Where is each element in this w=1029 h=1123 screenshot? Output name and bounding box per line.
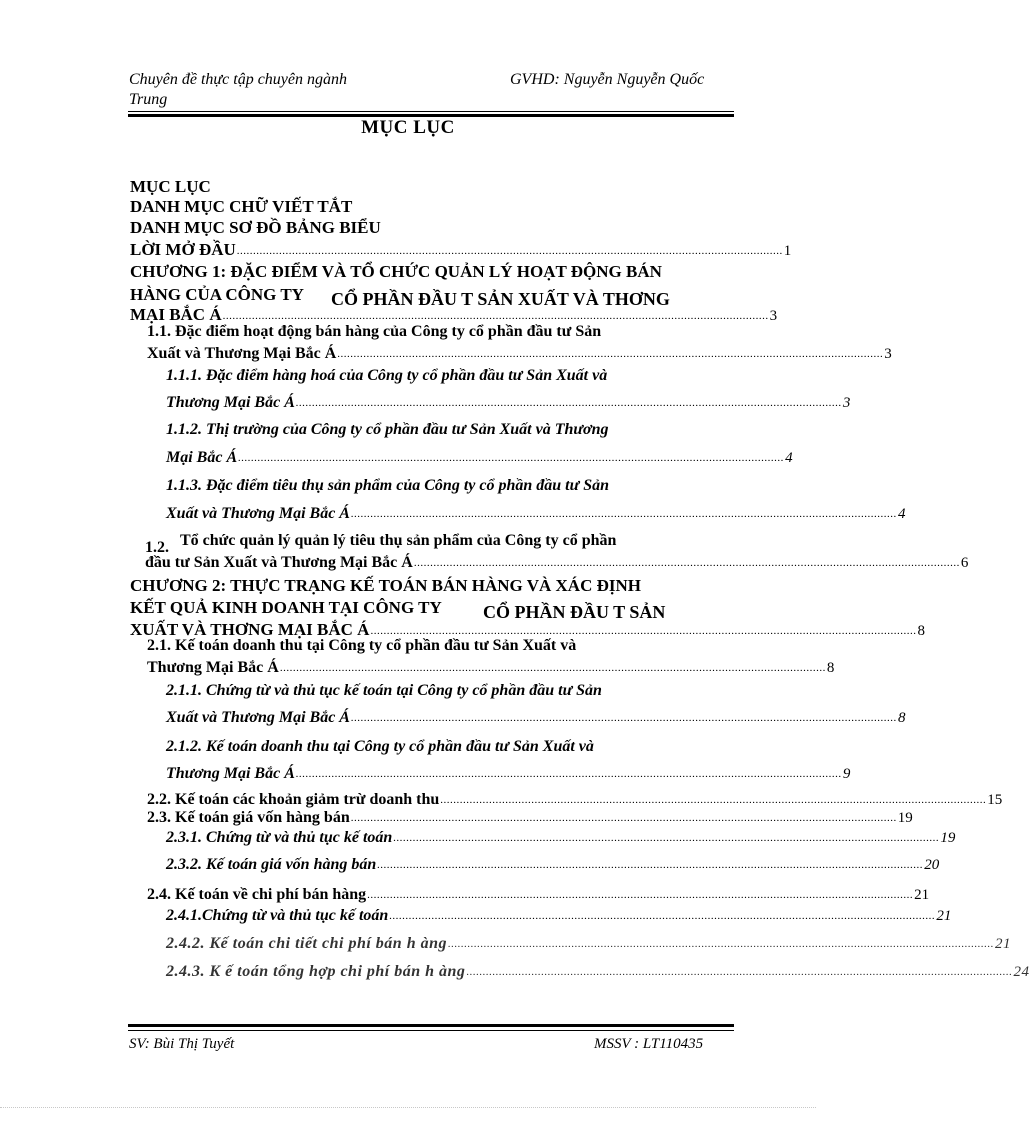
toc-s1-1-2-line2: Mại Bắc Á <box>166 449 238 466</box>
page-bottom-border <box>0 1107 816 1109</box>
dot-leader: ........................................................................................................................................................................ <box>279 662 826 674</box>
dot-leader: ........................................................................................................................................................................ <box>413 557 960 569</box>
dot-leader: ........................................................................................................................................................................ <box>377 859 924 871</box>
toc-intro-text: LỜI MỞ ĐẦU <box>130 240 236 259</box>
toc-s2-4-3-text: 2.4.3. K ế toán tổng hợp chi phí bán h àng <box>166 963 466 980</box>
toc-ch1-line2a[interactable]: HÀNG CỦA CÔNG TY <box>130 285 304 304</box>
toc-entry-s2-1[interactable] <box>147 659 835 677</box>
toc-s2-1-line2: Thương Mại Bắc Á <box>147 659 279 676</box>
dot-leader: ........................................................................................................................................................................ <box>389 910 936 922</box>
toc-s2-4-1-text: 2.4.1.Chứng từ và thủ tục kế toán <box>166 907 389 924</box>
toc-ch1-line2b[interactable]: CỔ PHẦN ĐẦU T SẢN XUẤT VÀ THƠNG <box>331 289 670 309</box>
header-rule-thin <box>128 111 734 112</box>
dot-leader: ........................................................................................................................................................................ <box>337 348 884 360</box>
header-left-line2: Trung <box>129 91 168 108</box>
toc-s2-4-page: 21 <box>914 887 930 903</box>
dot-leader: ........................................................................................................................................................................ <box>447 938 994 950</box>
toc-entry-s2-3-1[interactable] <box>166 829 956 847</box>
toc-entry-s2-1-1[interactable] <box>166 709 906 727</box>
toc-s2-1-2-line1[interactable]: 2.1.2. Kế toán doanh thu tại Công ty cổ phần đầu tư Sản Xuất và <box>166 738 594 755</box>
toc-s1-2-line1[interactable]: Tổ chức quản lý quản lý tiêu thụ sản phẩm của Công ty cổ phần <box>180 532 617 549</box>
toc-s2-3-2-page: 20 <box>924 857 940 873</box>
toc-entry-s2-4-3[interactable] <box>166 963 1029 981</box>
dot-leader: ........................................................................................................................................................................ <box>440 794 987 806</box>
toc-intro-page: 1 <box>783 243 792 259</box>
toc-s1-1-1-line1[interactable]: 1.1.1. Đặc điểm hàng hoá của Công ty cổ phần đầu tư Sản Xuất và <box>166 367 608 384</box>
footer-student-id: MSSV : LT110435 <box>594 1036 704 1052</box>
toc-entry-s2-4[interactable] <box>147 886 930 904</box>
toc-s2-4-2-text: 2.4.2. Kế toán chi tiết chi phí bán h àng <box>166 935 447 952</box>
header-left-line1: Chuyên đề thực tập chuyên ngành <box>129 71 347 88</box>
toc-s2-4-text: 2.4. Kế toán về chi phí bán hàng <box>147 886 367 903</box>
toc-s2-1-1-line2: Xuất và Thương Mại Bắc Á <box>166 709 350 726</box>
toc-s1-2-line2: đầu tư Sản Xuất và Thương Mại Bắc Á <box>145 554 413 571</box>
toc-entry-s2-3-2[interactable] <box>166 856 940 874</box>
toc-s2-3-1-page: 19 <box>940 830 956 846</box>
toc-ch1-line1[interactable]: CHƯƠNG 1: ĐẶC ĐIỂM VÀ TỔ CHỨC QUẢN LÝ HOẠT ĐỘNG BÁN <box>130 262 662 281</box>
dot-leader: ........................................................................................................................................................................ <box>236 245 783 257</box>
toc-s1-1-line1[interactable]: 1.1. Đặc điểm hoạt động bán hàng của Công ty cổ phần đầu tư Sản <box>147 323 602 340</box>
toc-entry-intro[interactable] <box>130 240 792 260</box>
dot-leader: ........................................................................................................................................................................ <box>350 712 897 724</box>
dot-leader: ........................................................................................................................................................................ <box>295 768 842 780</box>
toc-entry-s2-4-1[interactable] <box>166 907 952 925</box>
toc-s2-1-2-page: 9 <box>842 766 851 782</box>
toc-s2-3-page: 19 <box>897 810 913 826</box>
toc-ch1-page: 3 <box>769 308 778 324</box>
toc-s1-1-3-line2: Xuất và Thương Mại Bắc Á <box>166 505 350 522</box>
toc-s2-4-3-page: 24 <box>1013 964 1029 980</box>
toc-s1-1-1-line2: Thương Mại Bắc Á <box>166 394 295 411</box>
toc-plain-figures: DANH MỤC SƠ ĐỒ BẢNG BIỂU <box>130 218 381 237</box>
toc-ch2-line2b[interactable]: CỔ PHẦN ĐẦU T SẢN <box>483 602 666 622</box>
toc-s1-2-num: 1.2. <box>145 539 169 556</box>
toc-s2-1-1-page: 8 <box>897 710 906 726</box>
toc-s2-3-text: 2.3. Kế toán giá vốn hàng bán <box>147 809 350 826</box>
toc-s1-1-2-page: 4 <box>785 450 793 466</box>
toc-s1-1-3-page: 4 <box>897 506 906 522</box>
toc-s2-4-2-page: 21 <box>994 936 1011 952</box>
toc-entry-s1-1[interactable] <box>147 345 892 363</box>
dot-leader: ........................................................................................................................................................................ <box>367 889 914 901</box>
toc-s1-1-3-line1[interactable]: 1.1.3. Đặc điểm tiêu thụ sản phẩm của Công ty cổ phần đầu tư Sản <box>166 477 609 494</box>
toc-entry-s1-2[interactable] <box>145 554 969 572</box>
toc-ch2-line3: XUẤT VÀ THƠNG MẠI BẮC Á <box>130 620 370 639</box>
toc-s2-1-1-line1[interactable]: 2.1.1. Chứng từ và thủ tục kế toán tại Công ty cổ phần đầu tư Sản <box>166 682 602 699</box>
toc-entry-s2-2[interactable] <box>147 791 1003 809</box>
dot-leader: ........................................................................................................................................................................ <box>238 452 785 464</box>
toc-entry-s2-3[interactable] <box>147 809 913 827</box>
dot-leader: ........................................................................................................................................................................ <box>295 397 842 409</box>
footer-student: SV: Bùi Thị Tuyết <box>129 1036 235 1052</box>
toc-plain-abbreviations: DANH MỤC CHỮ VIẾT TẮT <box>130 197 353 216</box>
toc-plain-muc-luc: MỤC LỤC <box>130 177 211 196</box>
dot-leader: ........................................................................................................................................................................ <box>350 508 897 520</box>
toc-s1-1-line2: Xuất và Thương Mại Bắc Á <box>147 345 337 362</box>
toc-entry-s2-1-2[interactable] <box>166 765 851 783</box>
toc-ch2-page: 8 <box>917 623 925 639</box>
toc-s2-4-1-page: 21 <box>936 908 952 924</box>
toc-entry-s2-4-2[interactable] <box>166 935 1011 953</box>
toc-s2-2-page: 15 <box>987 792 1003 808</box>
toc-s2-3-2-text: 2.3.2. Kế toán giá vốn hàng bán <box>166 856 377 873</box>
toc-s1-1-1-page: 3 <box>842 395 851 411</box>
dot-leader: ........................................................................................................................................................................ <box>350 812 897 824</box>
toc-entry-s1-1-2[interactable] <box>166 449 793 467</box>
toc-ch2-line1[interactable]: CHƯƠNG 2: THỰC TRẠNG KẾ TOÁN BÁN HÀNG VÀ XÁC ĐỊNH <box>130 576 641 595</box>
toc-entry-s1-1-1[interactable] <box>166 394 851 412</box>
toc-entry-ch1[interactable] <box>130 305 778 325</box>
page-title: MỤC LỤC <box>361 117 455 138</box>
toc-s2-1-page: 8 <box>826 660 835 676</box>
toc-ch1-line3: MẠI BẮC Á <box>130 305 222 324</box>
header-right: GVHD: Nguyễn Nguyễn Quốc <box>510 71 705 88</box>
footer-rule-thick <box>128 1024 734 1027</box>
toc-entry-s1-1-3[interactable] <box>166 505 906 523</box>
toc-s2-1-line1[interactable]: 2.1. Kế toán doanh thu tại Công ty cổ phần đầu tư Sản Xuất và <box>147 637 577 654</box>
dot-leader: ........................................................................................................................................................................ <box>222 310 769 322</box>
toc-s2-2-text: 2.2. Kế toán các khoản giảm trừ doanh thu <box>147 791 440 808</box>
toc-s1-1-2-line1[interactable]: 1.1.2. Thị trường của Công ty cổ phần đầu tư Sản Xuất và Thương <box>166 421 609 438</box>
toc-ch2-line2a[interactable]: KẾT QUẢ KINH DOANH TẠI CÔNG TY <box>130 598 442 617</box>
dot-leader: ........................................................................................................................................................................ <box>393 832 940 844</box>
dot-leader: ........................................................................................................................................................................ <box>370 625 917 637</box>
toc-s1-1-page: 3 <box>884 346 892 362</box>
toc-s1-2-page: 6 <box>960 555 969 571</box>
toc-s2-1-2-line2: Thương Mại Bắc Á <box>166 765 295 782</box>
toc-s2-3-1-text: 2.3.1. Chứng từ và thủ tục kế toán <box>166 829 393 846</box>
dot-leader: ........................................................................................................................................................................ <box>466 966 1013 978</box>
footer-rule-thin <box>128 1030 734 1031</box>
